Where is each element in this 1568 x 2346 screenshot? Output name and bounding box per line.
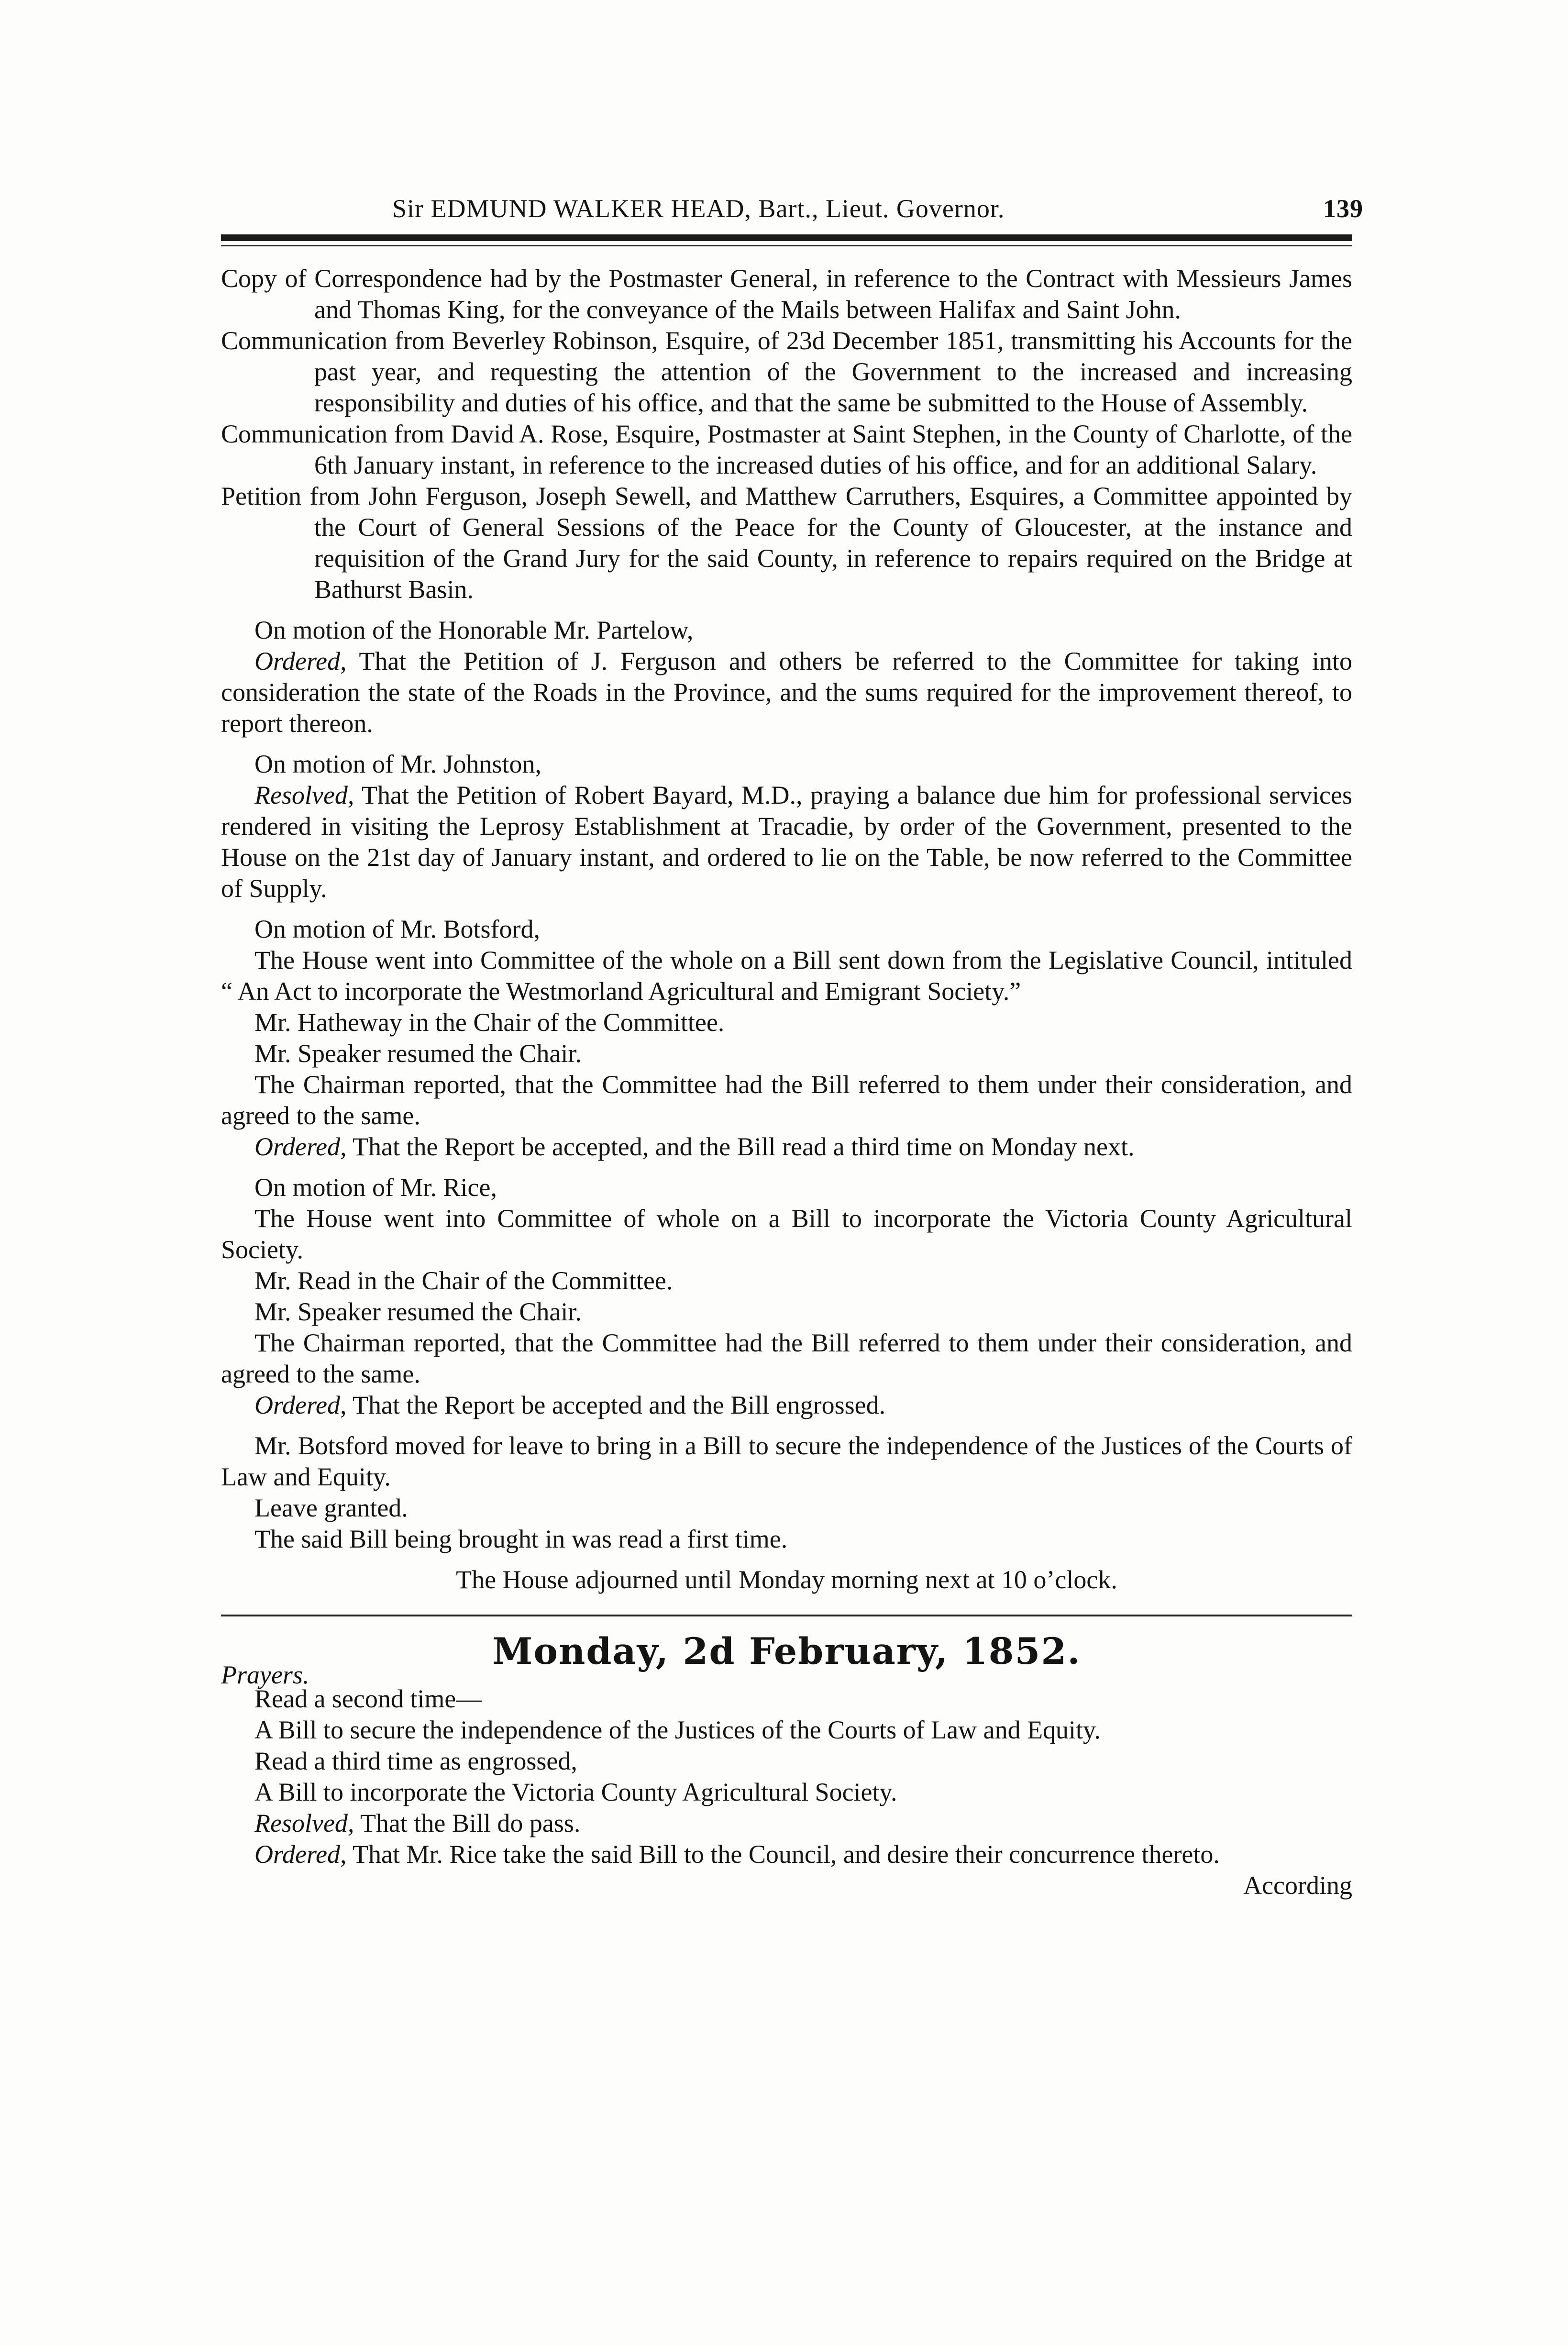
resolved-text: That the Bill do pass. [360,1809,581,1837]
resolved-label: Resolved, [254,781,354,809]
resolved-bayard [221,780,1352,904]
ordered-text: That the Report be accepted and the Bill engrossed. [353,1391,886,1419]
ordered-text: That the Petition of J. Ferguson and others be referred to the Committee for taking into consideration the state of the Roads in the Province, and the sums required for the improvement thereof, to report thereon. [221,647,1352,738]
header-rule-thin [221,245,1352,246]
ordered-ferguson [221,646,1352,739]
adjournment: The House adjourned until Monday morning next at 10 o’clock. [456,1565,1117,1594]
page-number: 139 [1323,194,1363,223]
ordered-label: Ordered, [254,647,347,675]
ordered-label: Ordered, [254,1840,347,1869]
speaker-resumed: Mr. Speaker resumed the Chair. [254,1039,582,1068]
entry-ferguson-petition: Petition from John Ferguson, Joseph Sewell, and Matthew Carruthers, Esquires, a Committee appointed by the Court of General Sessions of the Peace for the County of Gloucester, at the instance and requisition of the Grand Jury for the said County, in reference to repairs required on the Bridge at Bathurst Basin. [221,482,1352,604]
resolved-label: Resolved, [254,1809,354,1837]
bill-victoria: A Bill to incorporate the Victoria County Agricultural Society. [254,1778,897,1806]
chair-read: Mr. Read in the Chair of the Committee. [254,1266,673,1295]
chairman-report: The Chairman reported, that the Committee had the Bill referred to them under their consideration, and agreed to the same. [221,1070,1352,1130]
speaker-resumed: Mr. Speaker resumed the Chair. [254,1297,582,1326]
motion-partelow: On motion of the Honorable Mr. Partelow, [254,616,694,644]
second-reading: Read a second time— [254,1684,482,1713]
entry-correspondence: Copy of Correspondence had by the Postmaster General, in reference to the Contract with Messieurs James and Thomas King, for the conveyance of the Mails between Halifax and Saint John. [221,264,1352,324]
motion-johnston: On motion of Mr. Johnston, [254,750,542,778]
motion-rice: On motion of Mr. Rice, [254,1173,497,1202]
section-heading [221,1630,1352,1689]
body-text [221,263,1352,1901]
ordered-council [221,1839,1352,1870]
catchword-line [221,1870,1352,1901]
running-header [392,194,1363,227]
section-divider [221,1615,1352,1616]
chairman-report: The Chairman reported, that the Committee had the Bill referred to them under their consideration, and agreed to the same. [221,1328,1352,1388]
ordered-engrossed [221,1390,1352,1421]
leave-granted: Leave granted. [254,1494,408,1522]
header-rule [221,234,1352,241]
entry-rose: Communication from David A. Rose, Esquire, Postmaster at Saint Stephen, in the County of Charlotte, of the 6th January instant, in reference to the increased duties of his office, and for an additional Salary. [221,420,1352,479]
date-heading: Monday, 2d February, 1852. [492,1630,1081,1672]
entry-robinson: Communication from Beverley Robinson, Esquire, of 23d December 1851, transmitting his Accounts for the past year, and requesting the attention of the Government to the increased and increasing responsibility and duties of his office, and that the same be submitted to the House of Assembly. [221,326,1352,417]
chair-hatheway: Mr. Hatheway in the Chair of the Committee. [254,1008,725,1037]
ordered-text: That the Report be accepted, and the Bill read a third time on Monday next. [353,1132,1135,1161]
motion-botsford: On motion of Mr. Botsford, [254,915,541,943]
botsford-leave-motion: Mr. Botsford moved for leave to bring in a Bill to secure the independence of the Justices of the Courts of Law and Equity. [221,1431,1352,1491]
third-reading: Read a third time as engrossed, [254,1747,577,1775]
ordered-label: Ordered, [254,1391,347,1419]
resolved-text: That the Petition of Robert Bayard, M.D., praying a balance due him for professional services rendered in visiting the Leprosy Establishment at Tracadie, by order of the Government, presented to the House on the 21st day of January instant, and ordered to lie on the Table, be now referred to the Committee of Supply. [221,781,1352,903]
committee-westmorland: The House went into Committee of the whole on a Bill sent down from the Legislative Council, intituled “ An Act to incorporate the Westmorland Agricultural and Emigrant Society.” [221,946,1352,1006]
ordered-label: Ordered, [254,1132,347,1161]
ordered-text: That Mr. Rice take the said Bill to the Council, and desire their concurrence thereto. [353,1840,1220,1869]
resolved-pass [221,1808,1352,1839]
header-title: Sir EDMUND WALKER HEAD, Bart., Lieut. Governor. [392,194,1005,223]
ordered-third-reading [221,1131,1352,1162]
bill-justices: A Bill to secure the independence of the Justices of the Courts of Law and Equity. [254,1715,1101,1744]
committee-victoria: The House went into Committee of whole on a Bill to incorporate the Victoria County Agricultural Society. [221,1204,1352,1264]
first-reading: The said Bill being brought in was read a first time. [254,1525,788,1553]
catchword: According [1243,1871,1352,1900]
prayers-note: Prayers. [221,1660,309,1689]
